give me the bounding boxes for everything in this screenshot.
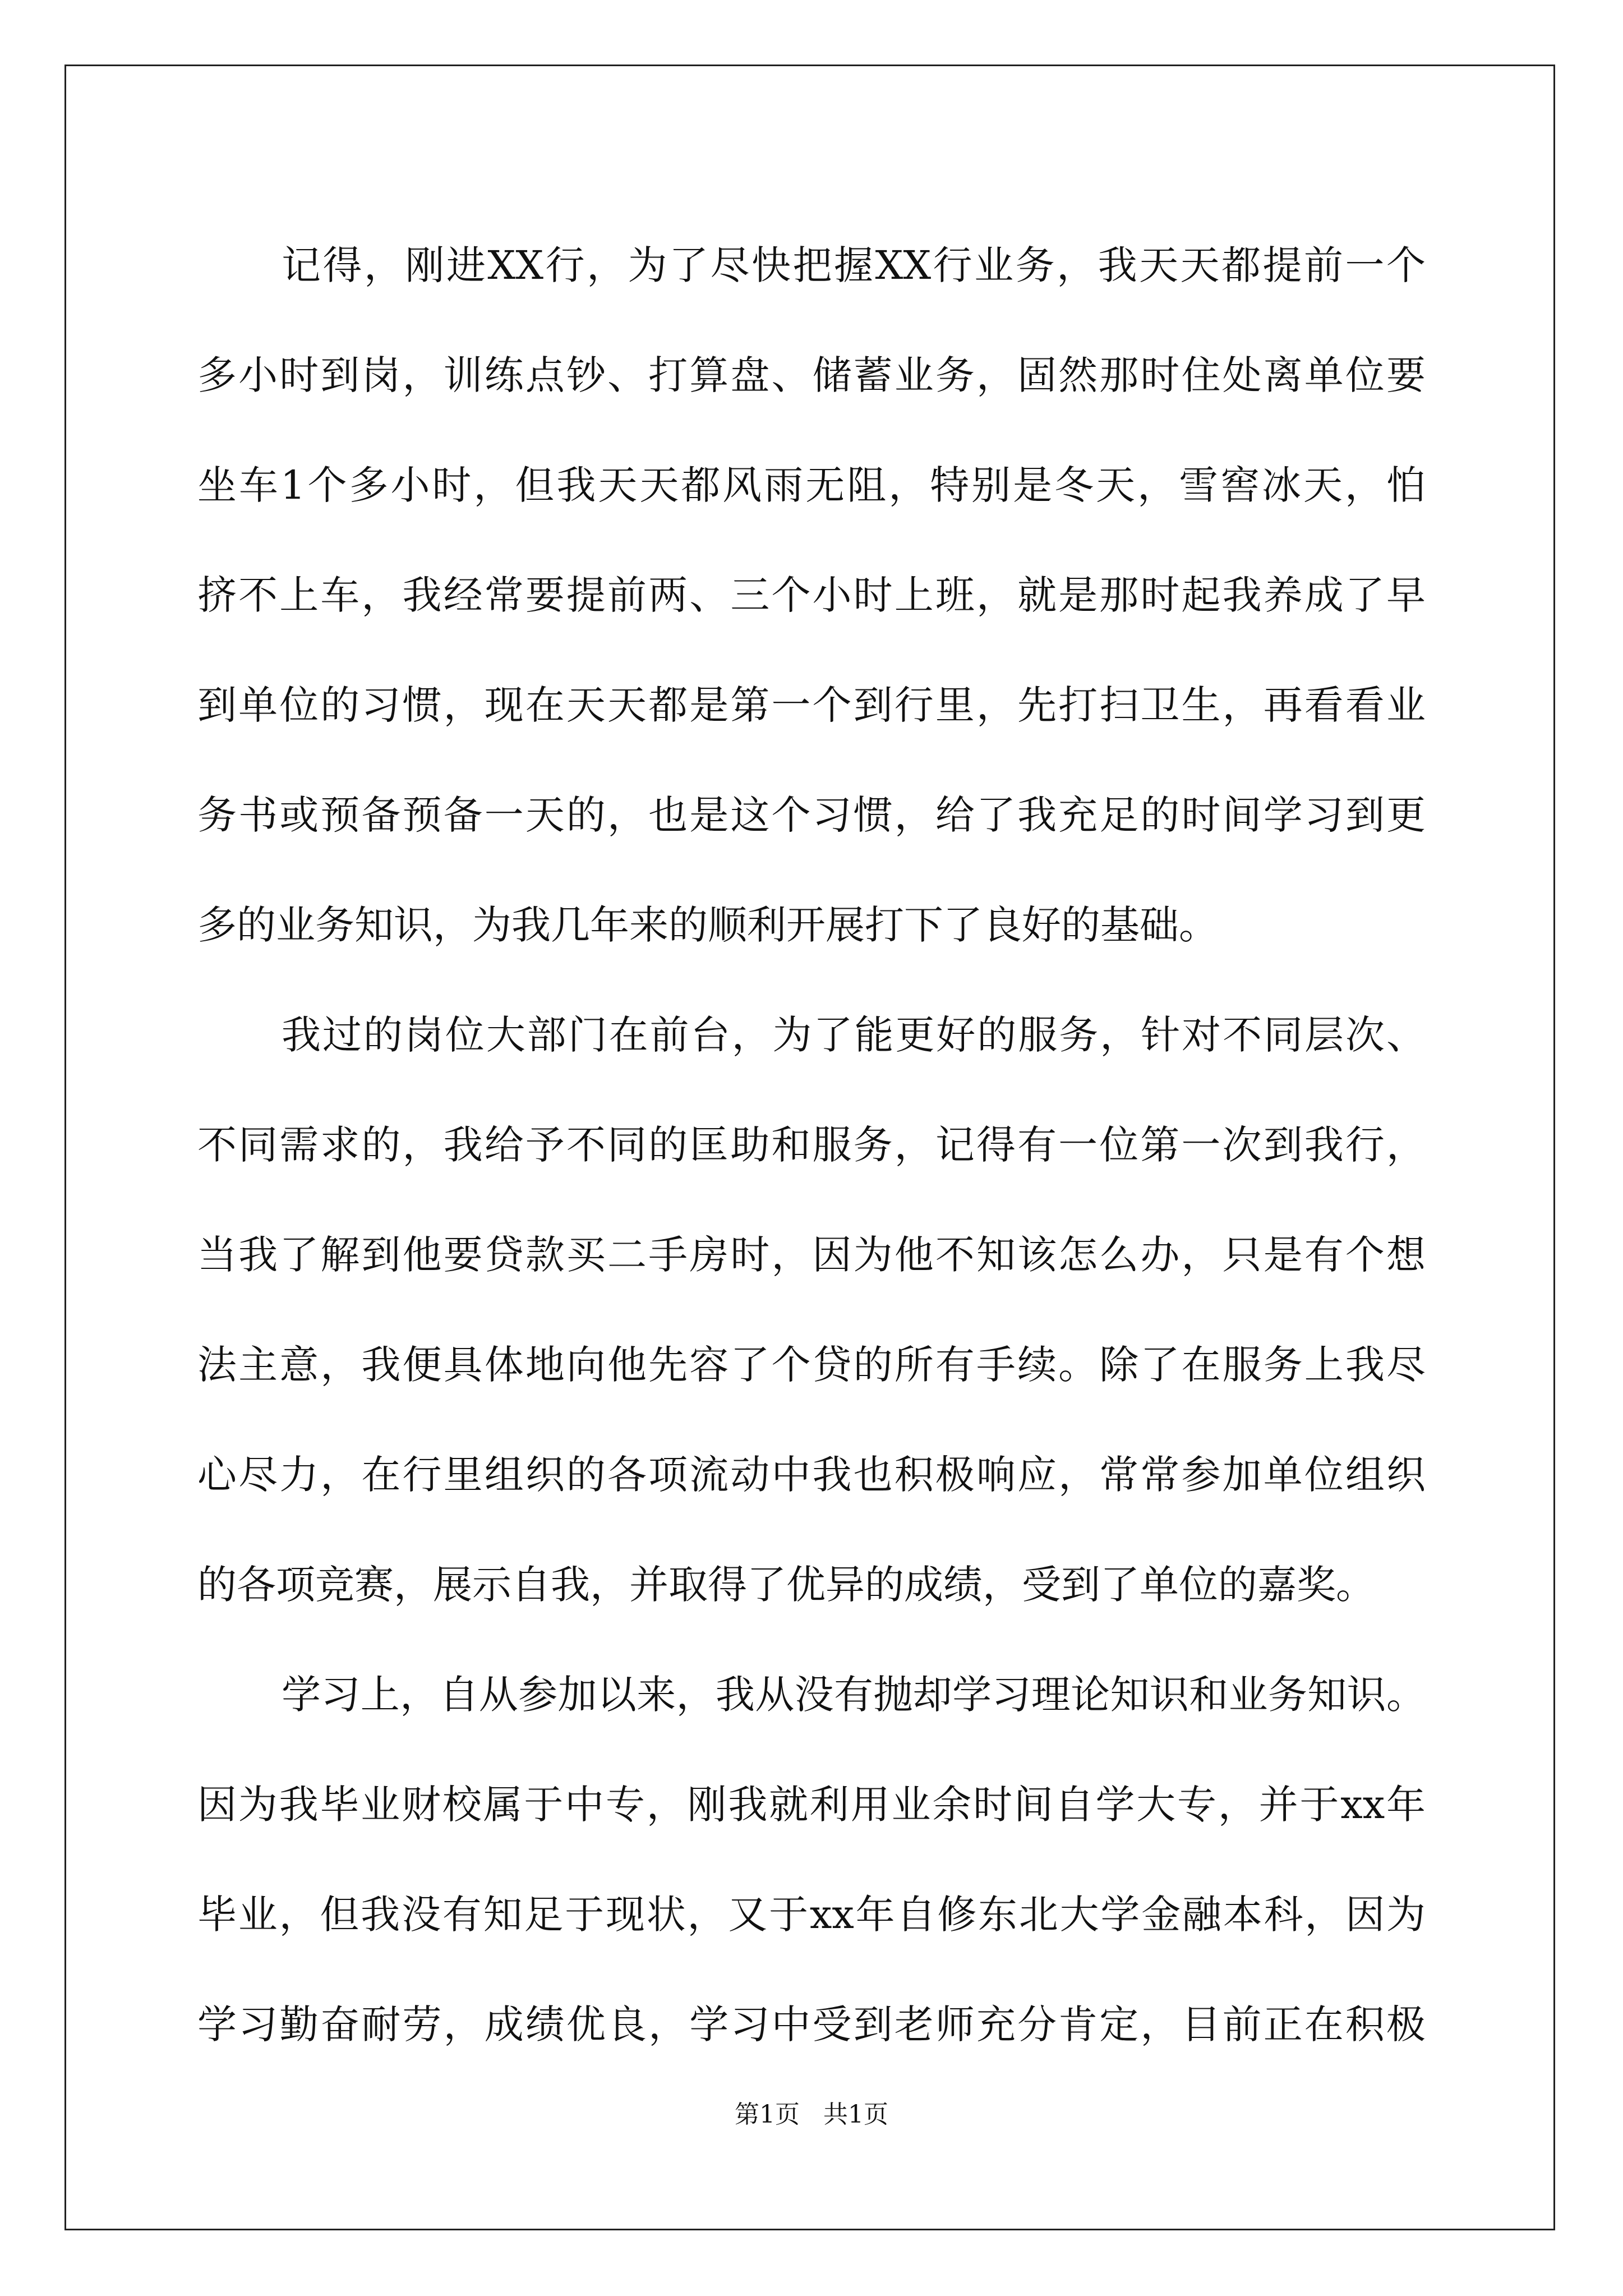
paragraph-3-line-2: 因为我毕业财校属于中专，刚我就利用业余时间自学大专，并于xx年: [197, 1782, 1426, 1828]
paragraph-1-line-4: 挤不上车，我经常要提前两、三个小时上班，就是那时起我养成了早: [197, 572, 1426, 618]
paragraph-2-line-1: 我过的岗位大部门在前台，为了能更好的服务，针对不同层次、: [282, 1012, 1426, 1058]
paragraph-3-line-1: 学习上，自从参加以来，我从没有抛却学习理论知识和业务知识。: [282, 1672, 1426, 1718]
paragraph-2-line-2: 不同需求的，我给予不同的匡助和服务，记得有一位第一次到我行，: [197, 1122, 1426, 1168]
paragraph-1-line-2: 多小时到岗，训练点钞、打算盘、储蓄业务，固然那时住处离单位要: [197, 352, 1426, 398]
paragraph-1-line-3: 坐车1个多小时，但我天天都风雨无阻，特别是冬天，雪窖冰天，怕: [197, 462, 1426, 508]
paragraph-1-line-7: 多的业务知识，为我几年来的顺利开展打下了良好的基础。: [197, 902, 1218, 948]
paragraph-1-line-6: 务书或预备预备一天的，也是这个习惯，给了我充足的时间学习到更: [197, 792, 1426, 838]
paragraph-3-line-3: 毕业，但我没有知足于现状，又于xx年自修东北大学金融本科，因为: [197, 1892, 1426, 1938]
paragraph-1-line-1: 记得，刚进XX行，为了尽快把握XX行业务，我天天都提前一个: [282, 242, 1426, 288]
paragraph-2-line-4: 法主意，我便具体地向他先容了个贷的所有手续。除了在服务上我尽: [197, 1342, 1426, 1388]
page-footer: 第1页 共1页: [735, 2100, 888, 2129]
paragraph-3-line-4: 学习勤奋耐劳，成绩优良，学习中受到老师充分肯定，目前正在积极: [197, 2001, 1426, 2047]
paragraph-2-line-5: 心尽力，在行里组织的各项流动中我也积极响应，常常参加单位组织: [197, 1452, 1426, 1498]
document-body: [197, 210, 1426, 2079]
paragraph-1-line-5: 到单位的习惯，现在天天都是第一个到行里，先打扫卫生，再看看业: [197, 682, 1426, 728]
paragraph-2-line-6: 的各项竞赛，展示自我，并取得了优异的成绩，受到了单位的嘉奖。: [197, 1562, 1375, 1608]
paragraph-2-line-3: 当我了解到他要贷款买二手房时，因为他不知该怎么办，只是有个想: [197, 1232, 1426, 1278]
